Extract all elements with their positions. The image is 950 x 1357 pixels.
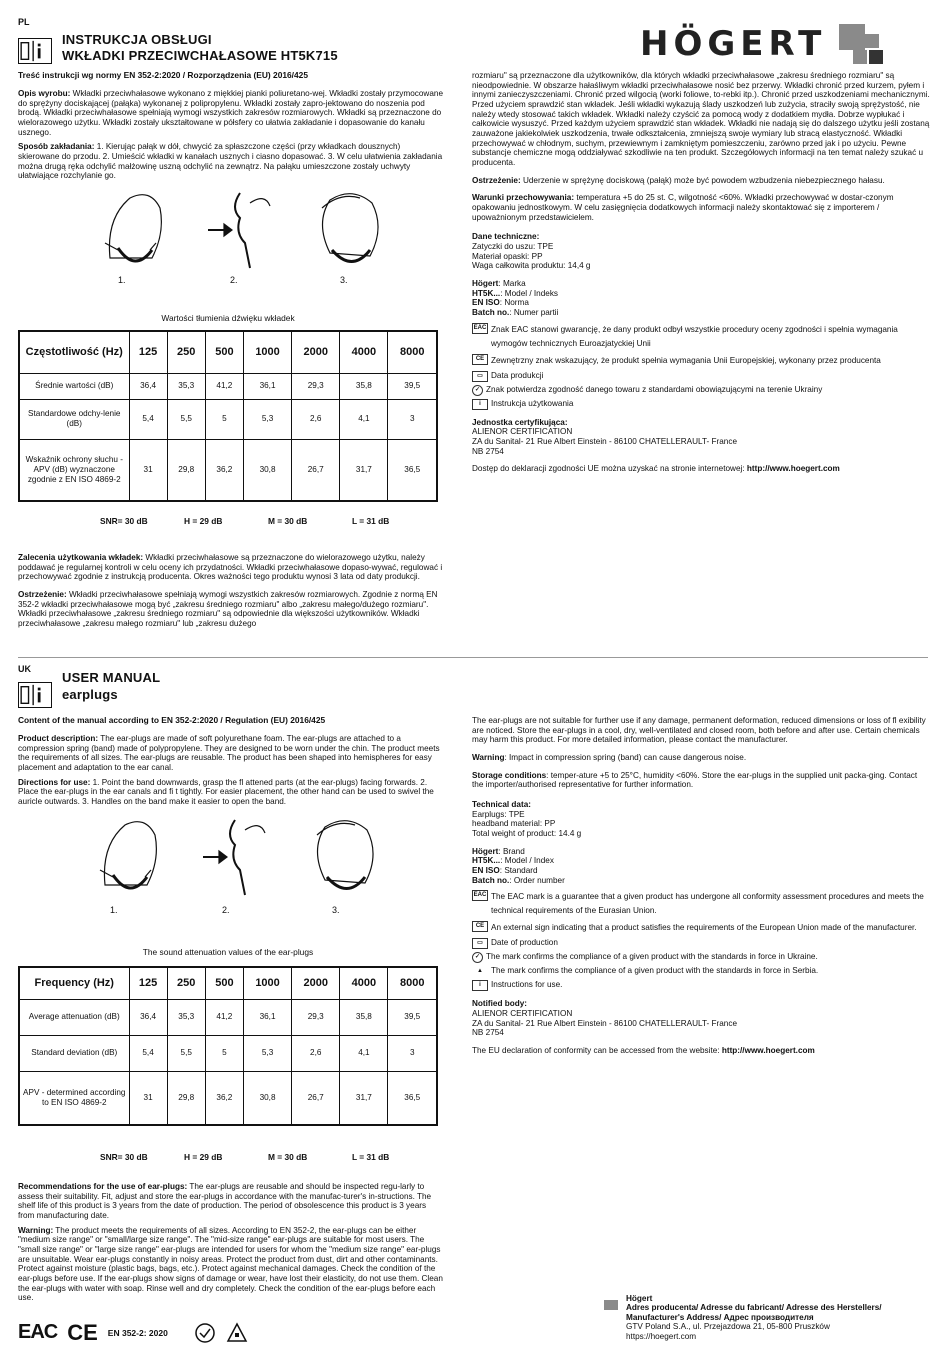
table-cell: 39,5 xyxy=(388,373,437,399)
standard-line-pl: Treść instrukcji wg normy EN 352-2:2020 / Rozporządzenia (EU) 2016/425 xyxy=(18,70,308,80)
fitting-illustration-uk xyxy=(85,815,385,905)
table-cell: 31,7 xyxy=(340,439,388,501)
footer-addr-label-1: Adres producenta/ Adresse du fabricant/ Adresse des Herstellers/ xyxy=(626,1303,882,1313)
fitting-illustration-pl xyxy=(90,188,390,278)
table-cell: 29,3 xyxy=(292,373,340,399)
table-cell: 35,8 xyxy=(340,373,388,399)
storage-paragraph-uk: Storage conditions: temper-ature +5 to 25°C, humidity <60%. Store the ear-plugs in the supplied unit packa-ging. Contact the importer/authorised representative for further information. xyxy=(472,770,918,790)
table-cell: 35,3 xyxy=(167,999,205,1035)
ua-icon: ✓ xyxy=(472,952,483,963)
snr-value: SNR= 30 dB xyxy=(100,1152,148,1162)
table-cell: 29,8 xyxy=(167,439,205,501)
table-cell: 30,8 xyxy=(243,439,291,501)
eac-mark-icon: EAC xyxy=(18,1321,58,1344)
warn-paragraph-pl: Ostrzeżenie: Wkładki przeciwhałasowe spełniają wymogi wszystkich zakresów rozmiarowych. Zgodnie z normą EN 352-2 wkładki przeciwhałasowe mogą być „zakresu średniego rozmiaru" albo „zakresu małego/dużego rozmiaru". Wkładki przeciwhałasowe „zakresu średniego rozmiaru" są odpowiednie dla większości użytkowników. Wkładki przeciwhałasowe „zakresu małego rozmiaru" lub „zakresu dużego xyxy=(18,590,438,629)
table-head-label: Częstotliwość (Hz) xyxy=(19,331,129,373)
table-caption-pl: Wartości tłumienia dźwięku wkładek xyxy=(161,313,295,323)
brand-logo xyxy=(640,20,890,70)
decl-uk: The EU declaration of conformity can be accessed from the website: http://www.hoegert.com xyxy=(472,1045,815,1055)
pl-left-bottom xyxy=(18,553,443,634)
cert-body-uk: Notified body: ALIENOR CERTIFICATION ZA du Sanital- 21 Rue Albert Einstein - 86100 CHATELLERAULT- France NB 2754 xyxy=(472,999,738,1038)
table-cell: 31 xyxy=(129,439,167,501)
table-row xyxy=(19,439,437,501)
mark-date-uk: ▭ Date of production xyxy=(472,938,930,949)
uk-left-column xyxy=(18,716,443,812)
snr-values-pl xyxy=(100,517,436,527)
cert-body-pl: Jednostka certyfikująca: ALIENOR CERTIFICATION ZA du Sanital- 21 Rue Albert Einstein - 86100 CHATELLERAULT- France NB 2754 xyxy=(472,417,738,456)
footer-address xyxy=(626,1294,936,1341)
table-cell: 36,1 xyxy=(243,999,291,1035)
freq-cell: 500 xyxy=(205,967,243,999)
table-header-row xyxy=(19,967,437,999)
ce-icon: CE xyxy=(472,354,488,365)
logo-text: HÖGERT xyxy=(640,24,827,64)
table-row xyxy=(19,999,437,1035)
table-cell: 36,4 xyxy=(129,999,167,1035)
fit-paragraph-pl: Sposób zakładania: 1. Kierując pałąk w dół, chwycić za spłaszczone części (przy wkładkach dousznych) skierowane do przodu. 2. Umieścić wkładki w kanałach usznych i ciasno dopasować. 3. W celu ułatwienia zakładania można drugą ręka odchylić małżowinę uszną odchylić na zewnątrz. Na pałąku umieszczone zostały uchwyty ułatwiające rozchylanie go. xyxy=(18,142,443,181)
table-cell: 41,2 xyxy=(205,373,243,399)
snr-values-uk xyxy=(100,1153,436,1163)
fit-paragraph-uk: Directions for use: 1. Point the band downwards, grasp the fl attened parts (at the ear-plugs) facing forwards. 2. Place the ear-plugs in the ear canals and fi t tightly. For easier placement, the other hand can be used to swivel the auricle outwards. 3. Handles on the band make it easier to open the band. xyxy=(18,777,434,806)
table-cell: 36,5 xyxy=(388,439,437,501)
mark-date-pl: ▭ Data produkcji xyxy=(472,371,930,382)
step-2-pl: 2. xyxy=(230,275,238,285)
tech-data-pl: Dane techniczne: Zatyczki do uszu: TPE Materiał opaski: PP Waga całkowita produktu: 14,4 g xyxy=(472,232,591,271)
footer-addr: GTV Poland S.A., ul. Przejazdowa 21, 05-800 Pruszków xyxy=(626,1322,830,1332)
freq-cell: 4000 xyxy=(340,967,388,999)
page-title-pl: INSTRUKCJA OBSŁUGI xyxy=(62,32,212,47)
mark-info-pl: i Instrukcja użytkowania xyxy=(472,399,930,410)
table-cell: 26,7 xyxy=(292,1071,340,1125)
row-label: Average attenuation (dB) xyxy=(19,999,129,1035)
footer-square-icon xyxy=(604,1300,618,1310)
table-cell: 29,3 xyxy=(292,999,340,1035)
warn-paragraph-uk: Warning: The product meets the requirements of all sizes. According to EN 352-2, the ear-plugs can be either "medium size range" or "small/large size range". The "mid-size range" ear-plugs are suitable for most users. The "small size range" or "large size range" ear-plugs are intended for users for whom the "medium size range" ear-plugs are unsuitable. Wear ear-plugs constantly in noisy areas. Protect the product from dust, dirt and other contaminants. Protect against moisture (plastic bags, bags, etc.). Protect against mechanical damages. Check the condition of the ear-plugs before use. If the ear-plugs show signs of damage or wear, have lost their elasticity, do not use them. Clean the ear-plugs with water with soap. Rinse well and dry completely. Check the condition of the ear-plugs before each use. xyxy=(18,1225,443,1303)
page-subtitle-uk: earplugs xyxy=(62,687,118,702)
step-1-pl: 1. xyxy=(118,275,126,285)
table-cell: 31,7 xyxy=(340,1071,388,1125)
table-caption-uk: The sound attenuation values of the ear-plugs xyxy=(142,947,314,957)
h-value: H = 29 dB xyxy=(184,1152,223,1162)
freq-cell: 2000 xyxy=(292,331,340,373)
freq-cell: 250 xyxy=(167,967,205,999)
brand-info-uk: Högert: Brand HT5K...: Model / Index EN ISO: Standard Batch no.: Order number xyxy=(472,846,565,885)
step-3-uk: 3. xyxy=(332,905,340,915)
decl-pl: Dostęp do deklaracji zgodności UE można uzyskać na stronie internetowej: http://www.hoegert.com xyxy=(472,464,840,474)
pl-right-column xyxy=(472,71,930,479)
table-cell: 2,6 xyxy=(292,399,340,439)
table-cell: 3 xyxy=(388,399,437,439)
row-label: Wskaźnik ochrony słuchu - APV (dB) wyznaczone zgodnie z EN ISO 4869-2 xyxy=(19,439,129,501)
table-row xyxy=(19,1035,437,1071)
table-cell: 2,6 xyxy=(292,1035,340,1071)
table-cell: 5,5 xyxy=(167,399,205,439)
table-header-row xyxy=(19,331,437,373)
freq-cell: 4000 xyxy=(340,331,388,373)
table-cell: 5,5 xyxy=(167,1035,205,1071)
row-label: APV - determined according to EN ISO 4869-2 xyxy=(19,1071,129,1125)
row-label: Średnie wartości (dB) xyxy=(19,373,129,399)
table-cell: 5,3 xyxy=(243,399,291,439)
ce-mark-icon: CE xyxy=(67,1320,98,1345)
date-icon: ▭ xyxy=(472,938,488,949)
rec-paragraph-pl: Zalecenia użytkowania wkładek: Wkładki przeciwhałasowe są przeznaczone do wielorazowego użytku, należy poddawać je regularnej kontroli w celu oceny ich przydatności. Wkładki przeciwhałasowe dopaso-wywać, regulować i przechowywać zgodnie z instrukcją producenta. Okres ważności tego produktu wynosi 3 lata od daty produkcji. xyxy=(18,553,443,582)
row-label: Standardowe odchy-lenie (dB) xyxy=(19,399,129,439)
freq-cell: 500 xyxy=(205,331,243,373)
eac-icon: EAC xyxy=(472,323,488,334)
mark-ce-pl: CE Zewnętrzny znak wskazujący, że produkt spełnia wymagania Unii Europejskiej, wykonany przez producenta xyxy=(472,354,930,368)
table-cell: 36,5 xyxy=(388,1071,437,1125)
freq-cell: 1000 xyxy=(243,967,291,999)
freq-cell: 2000 xyxy=(292,967,340,999)
storage-paragraph-pl: Warunki przechowywania: temperatura +5 do 25 st. C, wilgotność <60%. Wkładki przechowywać w dostar-czonym opakowaniu jednostkowym. W celu zasięgnięcia dodatkowych informacji należy skontaktować się z importerem / upoważnionym przedstawicielem. xyxy=(472,193,894,222)
m-value: M = 30 dB xyxy=(268,1152,308,1162)
freq-cell: 125 xyxy=(129,331,167,373)
table-cell: 36,2 xyxy=(205,439,243,501)
cont-paragraph-pl: rozmiaru" są przeznaczone dla użytkowników, dla których wkładki przeciwhałasowe „zakresu średniego rozmiaru" są nieodpowiednie. W obszarze hałaśliwym wkładki przeciwhałasowe nosić bez przerwy. Wkładki chronić przed kurzem, pyłem i innymi zanieczyszczeniami. Chronić przed wilgocią (worki foliowe, to-rebki itp.). Chronić przed uszkodzeniami mechanicznymi. Przed użyciem sprawdzić stan wkładek. Jeśli wkładki wykazują ślady uszkodzeń lub zużycia, straciły swoją sprężystość, nie należy wtedy stosować takich wkładek. Wkładki należy czyścić za pomocą wody z dodatkiem mydła. Dobrze wypłukać i całkowicie wysuszyć. Przed każdym użyciem sprawdzić stan wkładek. Wkładki nie nadają się do dalszego użytku jeśli zostaną zauważone jakiekolwiek uszkodzenia, trwałe odkształcenia, zmniejszą swoje wymiary lub stracą elastyczność. Wkładki przechowywać w chłodnym, suchym, przewiewnym i zamkniętym pomieszczeniu, zarówno przed jak i po użyciu. Pewne substancje chemiczne mogą oddziaływać szkodliwie na ten produkt. Szczegółowych informacji na ten temat należy szukać u producenta. xyxy=(472,71,930,168)
table-cell: 3 xyxy=(388,1035,437,1071)
cont-paragraph-uk: The ear-plugs are not suitable for further use if any damage, permanent deformation, reduced dimensions or loss of fl exibility are noticed. Store the ear-plugs in a cool, dry, well-ventilated and closed room, both before and after use. Certain chemicals may harm this product. For more detailed information, please contact the manufacturer. xyxy=(472,716,926,745)
freq-cell: 8000 xyxy=(388,967,437,999)
table-cell: 31 xyxy=(129,1071,167,1125)
ua-mark-icon xyxy=(194,1322,216,1344)
table-cell: 5 xyxy=(205,399,243,439)
row-label: Standard deviation (dB) xyxy=(19,1035,129,1071)
ua-icon: ✓ xyxy=(472,385,483,396)
l-value: L = 31 dB xyxy=(352,1152,390,1162)
table-cell: 26,7 xyxy=(292,439,340,501)
l-value: L = 31 dB xyxy=(352,516,390,526)
mark-eac-pl: EAC Znak EAC stanowi gwarancję, że dany produkt odbył wszystkie procedury oceny zgodności i spełnia wymagania wymogów technicznych Euroazjatyckiej Unii xyxy=(473,324,898,348)
desc-paragraph-pl: Opis wyrobu: Wkładki przeciwhałasowe wykonano z miękkiej pianki poliuretano-wej. Wkładki zostały przymocowane do sprężyny dociskającej (pałąka) wykonanej z polipropylenu. Wkładki zostały zapro-jektowano do noszenia pod brodą. Wkładki przeciwhałasowe spełniają wymogi wszystkich zakresów rozmiarowych. Wkładki są przeznaczone do wielorazowego użytku. Wkładki zostały ukształtowane w półsfery co ułatwia zakładanie i dopasowanie do kanału usznego. xyxy=(18,88,443,137)
freq-cell: 8000 xyxy=(388,331,437,373)
table-cell: 4,1 xyxy=(340,399,388,439)
footer-url[interactable]: https://hoegert.com xyxy=(626,1331,697,1341)
mark-rs-uk: ▲ The mark confirms the compliance of a given product with the standards in force in Serbia. xyxy=(472,966,930,977)
step-3-pl: 3. xyxy=(340,275,348,285)
tech-data-uk: Technical data: Earplugs: TPE headband material: PP Total weight of product: 14.4 g xyxy=(472,800,582,839)
standard-line-uk: Content of the manual according to EN 352-2:2020 / Regulation (EU) 2016/425 xyxy=(18,715,326,725)
uk-right-column xyxy=(472,716,930,1061)
norm-label: EN 352-2: 2020 xyxy=(107,1327,168,1338)
h-value: H = 29 dB xyxy=(184,516,223,526)
table-cell: 39,5 xyxy=(388,999,437,1035)
table-cell: 35,8 xyxy=(340,999,388,1035)
info-icon: i xyxy=(472,399,488,410)
m-value: M = 30 dB xyxy=(268,516,308,526)
lang-code-uk: UK xyxy=(18,664,31,674)
warn2-paragraph-pl: Ostrzeżenie: Uderzenie w sprężynę dociskową (pałąk) może być powodem wzbudzenia niebezpiecznego hałasu. xyxy=(472,175,885,185)
page-subtitle-pl: WKŁADKI PRZECIWCHAŁASOWE HT5K715 xyxy=(62,48,338,63)
table-cell: 5,3 xyxy=(243,1035,291,1071)
freq-cell: 1000 xyxy=(243,331,291,373)
freq-cell: 250 xyxy=(167,331,205,373)
footer-addr-label-2: Manufacturer's Address/ Адрес производителя xyxy=(626,1312,814,1322)
logo-squares-icon xyxy=(835,20,889,68)
table-cell: 30,8 xyxy=(243,1071,291,1125)
table-cell: 5,4 xyxy=(129,399,167,439)
table-cell: 41,2 xyxy=(205,999,243,1035)
section-divider xyxy=(18,657,928,658)
table-cell: 36,4 xyxy=(129,373,167,399)
table-cell: 5,4 xyxy=(129,1035,167,1071)
warn2-paragraph-uk: Warning: Impact in compression spring (band) can cause dangerous noise. xyxy=(472,753,747,763)
table-row xyxy=(19,1071,437,1125)
attenuation-table-pl xyxy=(18,330,438,502)
info-icon: i xyxy=(472,980,488,991)
mark-ua-uk: ✓ The mark confirms the compliance of a given product with the standards in force in Ukraine. xyxy=(472,952,930,963)
table-cell: 4,1 xyxy=(340,1035,388,1071)
table-cell: 35,3 xyxy=(167,373,205,399)
step-2-uk: 2. xyxy=(222,905,230,915)
footer-brand: Högert xyxy=(626,1294,653,1303)
page-title-uk: USER MANUAL xyxy=(62,670,161,685)
attenuation-table-uk xyxy=(18,966,438,1126)
website-link-pl[interactable]: http://www.hoegert.com xyxy=(746,464,840,474)
pl-left-column xyxy=(18,71,443,186)
table-cell: 29,8 xyxy=(167,1071,205,1125)
table-cell: 5 xyxy=(205,1035,243,1071)
website-link-uk[interactable]: http://www.hoegert.com xyxy=(721,1045,815,1055)
rs-triangle-icon: ▲ xyxy=(477,968,483,975)
footer-marks xyxy=(18,1320,248,1346)
ce-icon: CE xyxy=(472,921,488,932)
snr-value: SNR= 30 dB xyxy=(100,516,148,526)
desc-paragraph-uk: Product description: The ear-plugs are made of soft polyurethane foam. The ear-plugs are attached to a compression spring (band) made of polypropylene. They are designed to be worn under the chin. The product meets the requirements of all sizes. The ear-plugs are reusable. The product has been shaped into hemispheres for easy placement and adaptation to the ear canal. xyxy=(18,733,440,772)
freq-cell: 125 xyxy=(129,967,167,999)
manual-icon xyxy=(18,682,52,708)
eac-icon: EAC xyxy=(472,890,488,901)
mark-info-uk: i Instructions for use. xyxy=(472,980,930,991)
table-head-label: Frequency (Hz) xyxy=(19,967,129,999)
table-cell: 36,1 xyxy=(243,373,291,399)
date-icon: ▭ xyxy=(472,371,488,382)
table-cell: 36,2 xyxy=(205,1071,243,1125)
rec-paragraph-uk: Recommendations for the use of ear-plugs: The ear-plugs are reusable and should be inspected regu-larly to assess their suitability. Fit, adjust and store the ear-plugs in accordance with the manufac-turer's in-structions. The shelf life of this product is 3 years from the date of production. The period of obsolescence this product is 3 years from manufacturing date. xyxy=(18,1182,432,1221)
mark-ua-pl: ✓ Znak potwierdza zgodność danego towaru z standardami obowiązującymi na terenie Ukrainy xyxy=(472,385,930,396)
table-row xyxy=(19,399,437,439)
uk-left-bottom xyxy=(18,1182,443,1308)
step-1-uk: 1. xyxy=(110,905,118,915)
lang-code-pl: PL xyxy=(18,17,30,27)
mark-ce-uk: CE An external sign indicating that a product satisfies the requirements of the European Union made of the manufacturer. xyxy=(472,921,930,935)
brand-info-pl: Högert: Marka HT5K...: Model / Indeks EN ISO: Norma Batch no.: Numer partii xyxy=(472,279,559,318)
rs-mark-icon xyxy=(226,1322,248,1344)
manual-icon xyxy=(18,38,52,64)
mark-eac-uk: EAC The EAC mark is a guarantee that a given product has undergone all conformity assessment procedures and meets the technical requirements of the Eurasian Union. xyxy=(473,892,924,916)
table-row xyxy=(19,373,437,399)
